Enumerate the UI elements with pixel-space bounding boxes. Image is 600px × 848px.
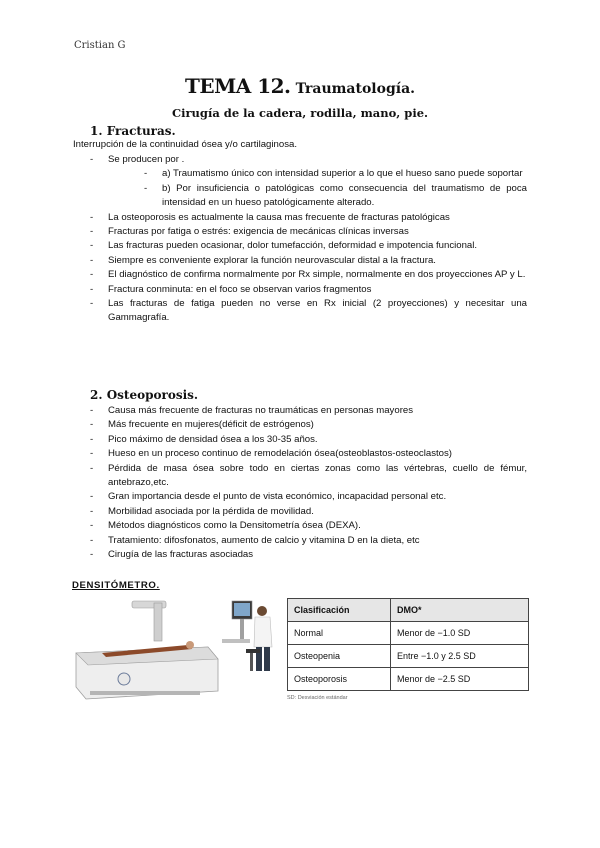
title-main: TEMA 12.: [184, 74, 291, 98]
table-row: [288, 645, 529, 668]
monitor-screen: [234, 603, 250, 616]
osteoporosis-list: [90, 404, 527, 562]
title-sub: Traumatología.: [295, 81, 416, 97]
list-item-text: Se producen por .: [108, 154, 185, 165]
section-heading-fracturas: 1. Fracturas.: [90, 124, 176, 138]
brand-logo-icon: [118, 673, 130, 685]
list-item: - Fracturas por fatiga o estrés: exigencia de mecánicas clínicas inversas: [90, 225, 527, 239]
operator-leg: [264, 647, 270, 671]
list-item: - Más frecuente en mujeres(déficit de estrógenos): [90, 418, 527, 432]
author-name: Cristian G: [74, 40, 126, 51]
list-item: - Pico máximo de densidad ósea a los 30-35 años.: [90, 433, 527, 447]
monitor-stand: [240, 619, 244, 639]
table-cell: Osteoporosis: [288, 668, 391, 691]
scanner-base-shadow: [90, 691, 200, 695]
operator-head: [257, 606, 267, 616]
table-footnote: SD: Desviación estándar: [287, 695, 348, 701]
list-item: - Las fracturas pueden ocasionar, dolor tumefacción, deformidad e impotencia funcional.: [90, 239, 527, 253]
list-item: - Fractura conminuta: en el foco se observan varios fragmentos: [90, 283, 527, 297]
list-item: - Gran importancia desde el punto de vista económico, incapacidad personal etc.: [90, 490, 527, 504]
table-row: [288, 668, 529, 691]
table-header: Clasificación: [288, 599, 391, 622]
sub-list: [108, 167, 527, 210]
table-cell: Osteopenia: [288, 645, 391, 668]
table-row: [288, 622, 529, 645]
patient-head: [186, 641, 194, 649]
table-cell: Menor de −1.0 SD: [391, 622, 529, 645]
sub-list-item: - b) Por insuficiencia o patológicas como consecuencia del traumatismo de poca intensidad en un hueso patológicamente alterado.: [144, 182, 527, 211]
densitometer-photo: [72, 595, 282, 713]
chair-leg: [250, 653, 253, 671]
scanner-arm-column: [154, 603, 162, 641]
table-header-row: [288, 599, 529, 622]
operator-coat: [254, 617, 272, 647]
list-item: - Morbilidad asociada por la pérdida de movilidad.: [90, 505, 527, 519]
section-heading-osteoporosis: 2. Osteoporosis.: [90, 388, 199, 402]
densitometro-heading: DENSITÓMETRO.: [72, 580, 160, 591]
list-item: - Hueso en un proceso continuo de remodelación ósea(osteoblastos-osteoclastos): [90, 447, 527, 461]
list-item: - Causa más frecuente de fracturas no traumáticas en personas mayores: [90, 404, 527, 418]
table-header: DMO*: [391, 599, 529, 622]
list-item: - Métodos diagnósticos como la Densitometría ósea (DEXA).: [90, 519, 527, 533]
list-item: [90, 153, 527, 211]
table-cell: Entre −1.0 y 2.5 SD: [391, 645, 529, 668]
list-item: - Pérdida de masa ósea sobre todo en ciertas zonas como las vértebras, cuello de fémur, antebrazo,etc.: [90, 462, 527, 491]
list-item: - Tratamiento: difosfonatos, aumento de calcio y vitamina D en la dieta, etc: [90, 534, 527, 548]
subtitle: Cirugía de la cadera, rodilla, mano, pie.: [171, 106, 429, 120]
console-desk: [222, 639, 250, 643]
table-cell: Menor de −2.5 SD: [391, 668, 529, 691]
list-item: - Cirugía de las fracturas asociadas: [90, 548, 527, 562]
list-item: - La osteoporosis es actualmente la causa mas frecuente de fracturas patológicas: [90, 211, 527, 225]
table-cell: Normal: [288, 622, 391, 645]
fracturas-list: [90, 153, 527, 326]
dmo-classification-table: [287, 598, 529, 691]
list-item: - El diagnóstico de confirma normalmente por Rx simple, normalmente en dos proyecciones AP y L.: [90, 268, 527, 282]
chair-seat: [246, 649, 260, 653]
section-intro: Interrupción de la continuidad ósea y/o cartilaginosa.: [73, 139, 297, 150]
list-item: - Las fracturas de fatiga pueden no verse en Rx inicial (2 proyecciones) y necesitar una Gammagrafía.: [90, 297, 527, 326]
document-title: [0, 74, 600, 120]
list-item: - Siempre es conveniente explorar la función neurovascular distal a la fractura.: [90, 254, 527, 268]
sub-list-item: - a) Traumatismo único con intensidad superior a lo que el hueso sano puede soportar: [144, 167, 527, 181]
